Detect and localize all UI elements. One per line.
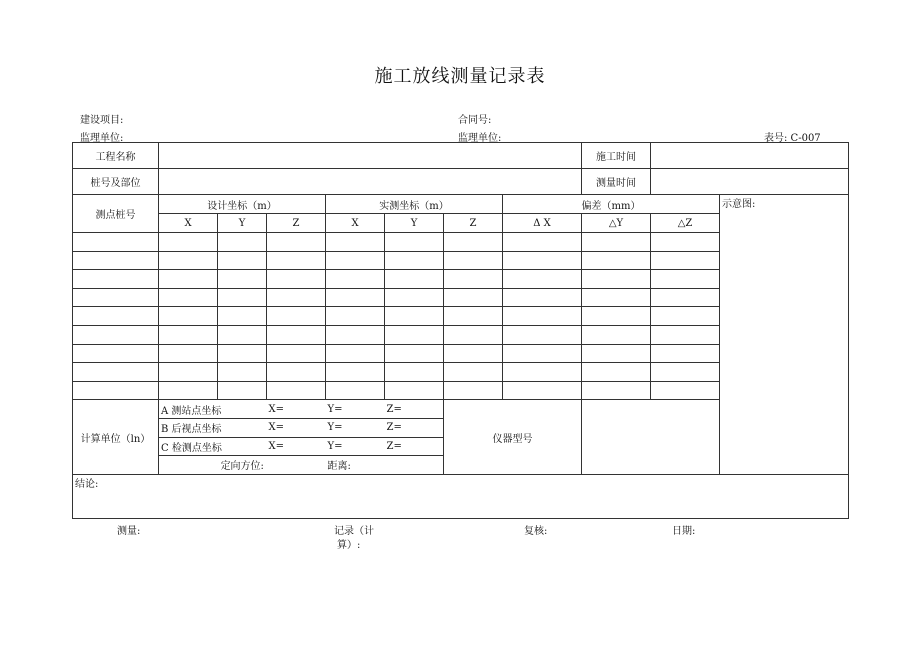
station-b-label: B 后视点坐标 [159, 418, 267, 437]
conclusion-field[interactable]: 结论: [73, 474, 849, 518]
record-label-line1: 记录（计 [334, 526, 374, 537]
instrument-model-field[interactable] [582, 400, 720, 474]
project-name-field[interactable] [159, 143, 582, 169]
station-part-label: 桩号及部位 [73, 169, 159, 195]
deviation-dy-header: △Y [582, 214, 651, 233]
calc-unit-label: 计算单位（ln） [73, 400, 159, 474]
station-c-y[interactable]: Y= [326, 437, 385, 456]
design-coord-header: 设计坐标（m） [159, 195, 326, 214]
station-c-label: C 检测点坐标 [159, 437, 267, 456]
measured-z-header: Z [444, 214, 503, 233]
station-c-z[interactable]: Z= [385, 437, 444, 456]
construction-time-label: 施工时间 [582, 143, 651, 169]
form-title: 施工放线测量记录表 [374, 66, 546, 87]
station-b-z[interactable]: Z= [385, 418, 444, 437]
supervision-left-label: 监理单位: [80, 133, 124, 144]
contract-label: 合同号: [458, 115, 492, 126]
instrument-model-label: 仪器型号 [444, 400, 582, 474]
record-label-line2: 算）: [337, 540, 361, 551]
measured-x-header: X [326, 214, 385, 233]
construction-time-field[interactable] [651, 143, 849, 169]
survey-time-field[interactable] [651, 169, 849, 195]
design-x-header: X [159, 214, 218, 233]
station-a-z[interactable]: Z= [385, 400, 444, 419]
measured-y-header: Y [385, 214, 444, 233]
sketch-area[interactable]: 示意图: [720, 195, 849, 475]
station-b-y[interactable]: Y= [326, 418, 385, 437]
point-no-header: 测点桩号 [73, 195, 159, 233]
deviation-dx-header: Δ X [503, 214, 582, 233]
deviation-header: 偏差（mm） [503, 195, 720, 214]
form-number: 表号: C-007 [764, 133, 821, 144]
station-part-row [73, 169, 849, 195]
station-c-x[interactable]: X= [267, 437, 326, 456]
station-part-field[interactable] [159, 169, 582, 195]
group-header-row [73, 195, 849, 214]
conclusion-row [73, 474, 849, 518]
station-a-label: A 测站点坐标 [159, 400, 267, 419]
station-a-x[interactable]: X= [267, 400, 326, 419]
project-label: 建设项目: [80, 115, 124, 126]
supervision-right-label: 监理单位: [458, 133, 502, 144]
design-y-header: Y [218, 214, 267, 233]
deviation-dz-header: △Z [651, 214, 720, 233]
project-name-label: 工程名称 [73, 143, 159, 169]
distance-label: 距离: [326, 456, 444, 475]
survey-record-table [72, 142, 849, 519]
azimuth-label: 定向方位: [159, 456, 326, 475]
date-label: 日期: [672, 526, 696, 537]
project-name-row [73, 143, 849, 169]
design-z-header: Z [267, 214, 326, 233]
survey-time-label: 测量时间 [582, 169, 651, 195]
station-b-x[interactable]: X= [267, 418, 326, 437]
station-a-y[interactable]: Y= [326, 400, 385, 419]
measure-label: 测量: [117, 526, 141, 537]
measured-coord-header: 实测坐标（m） [326, 195, 503, 214]
review-label: 复核: [524, 526, 548, 537]
